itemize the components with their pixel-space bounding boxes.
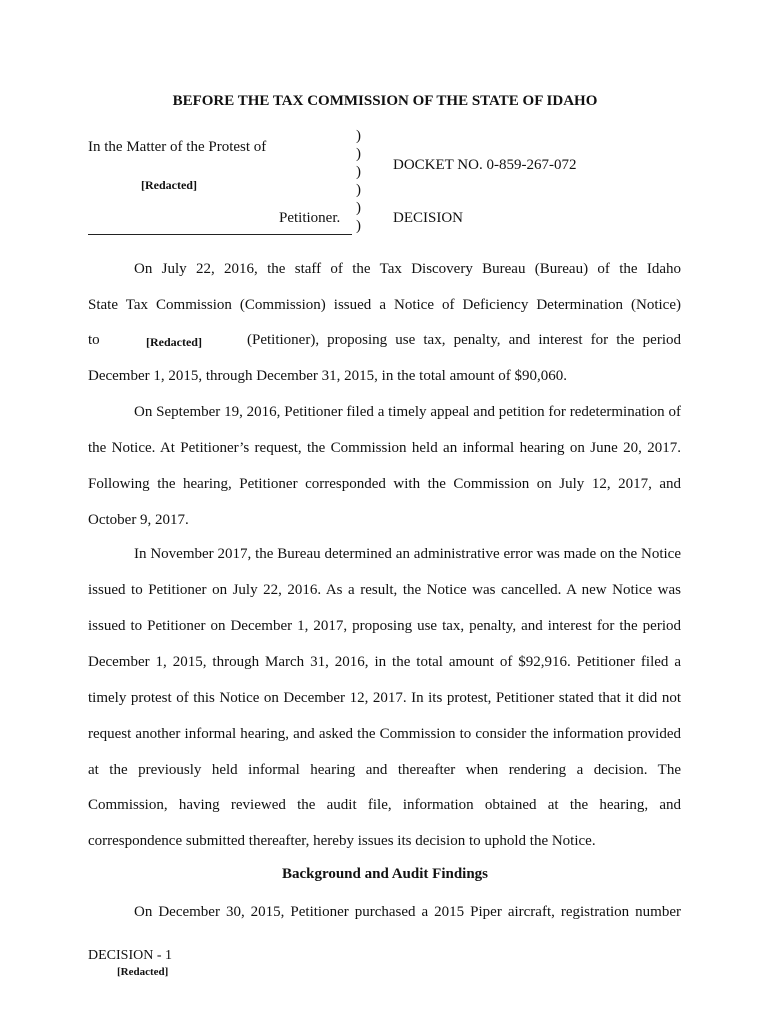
body-line: the Notice. At Petitioner’s request, the Commission held an informal hearing on June 20, 2017.: [88, 440, 681, 456]
body-line: correspondence submitted thereafter, hereby issues its decision to uphold the Notice.: [88, 833, 596, 849]
body-line: at the previously held informal hearing and thereafter when rendering a decision. The: [88, 762, 681, 778]
docket-number: DOCKET NO. 0-859-267-072: [393, 157, 577, 173]
body-line: December 1, 2015, through March 31, 2016, in the total amount of $92,916. Petitioner filed a: [88, 654, 681, 670]
body-line: December 1, 2015, through December 31, 2015, in the total amount of $90,060.: [88, 368, 568, 384]
body-line: request another informal hearing, and asked the Commission to consider the information provided: [88, 726, 681, 742]
document-title: BEFORE THE TAX COMMISSION OF THE STATE OF IDAHO: [172, 93, 598, 109]
body-line: In November 2017, the Bureau determined an administrative error was made on the Notice: [134, 546, 681, 562]
section-heading: Background and Audit Findings: [281, 866, 489, 882]
body-line: On September 19, 2016, Petitioner filed a timely appeal and petition for redetermination of: [134, 404, 681, 420]
matter-label: In the Matter of the Protest of: [88, 139, 267, 155]
body-line: Commission, having reviewed the audit file, information obtained at the hearing, and: [88, 797, 681, 813]
body-line: October 9, 2017.: [88, 512, 189, 528]
caption-paren: ): [356, 182, 361, 198]
body-line: timely protest of this Notice on December 12, 2017. In its protest, Petitioner stated that it did not: [88, 690, 681, 706]
body-line: On July 22, 2016, the staff of the Tax Discovery Bureau (Bureau) of the Idaho: [134, 261, 681, 277]
decision-label: DECISION: [393, 210, 463, 226]
caption-paren: ): [356, 218, 361, 234]
caption-paren: ): [356, 164, 361, 180]
body-line: (Petitioner), proposing use tax, penalty, and interest for the period: [247, 332, 681, 348]
redacted-text: [Redacted]: [146, 335, 202, 349]
body-word: to: [88, 332, 100, 348]
caption-paren: ): [356, 200, 361, 216]
body-line: On December 30, 2015, Petitioner purchased a 2015 Piper aircraft, registration number: [134, 904, 681, 920]
body-line: issued to Petitioner on July 22, 2016. As a result, the Notice was cancelled. A new Notice was: [88, 582, 681, 598]
footer-redacted: [Redacted]: [117, 966, 169, 978]
body-line: State Tax Commission (Commission) issued a Notice of Deficiency Determination (Notice): [88, 297, 681, 313]
petitioner-label: Petitioner.: [279, 210, 341, 226]
caption-paren: ): [356, 146, 361, 162]
body-line: issued to Petitioner on December 1, 2017, proposing use tax, penalty, and interest for the period: [88, 618, 681, 634]
redacted-petitioner-name: [Redacted]: [141, 178, 197, 192]
caption-rule: [88, 234, 352, 235]
page-footer-label: DECISION - 1: [88, 948, 172, 963]
caption-paren: ): [356, 128, 361, 144]
body-line: Following the hearing, Petitioner corresponded with the Commission on July 12, 2017, and: [88, 476, 681, 492]
